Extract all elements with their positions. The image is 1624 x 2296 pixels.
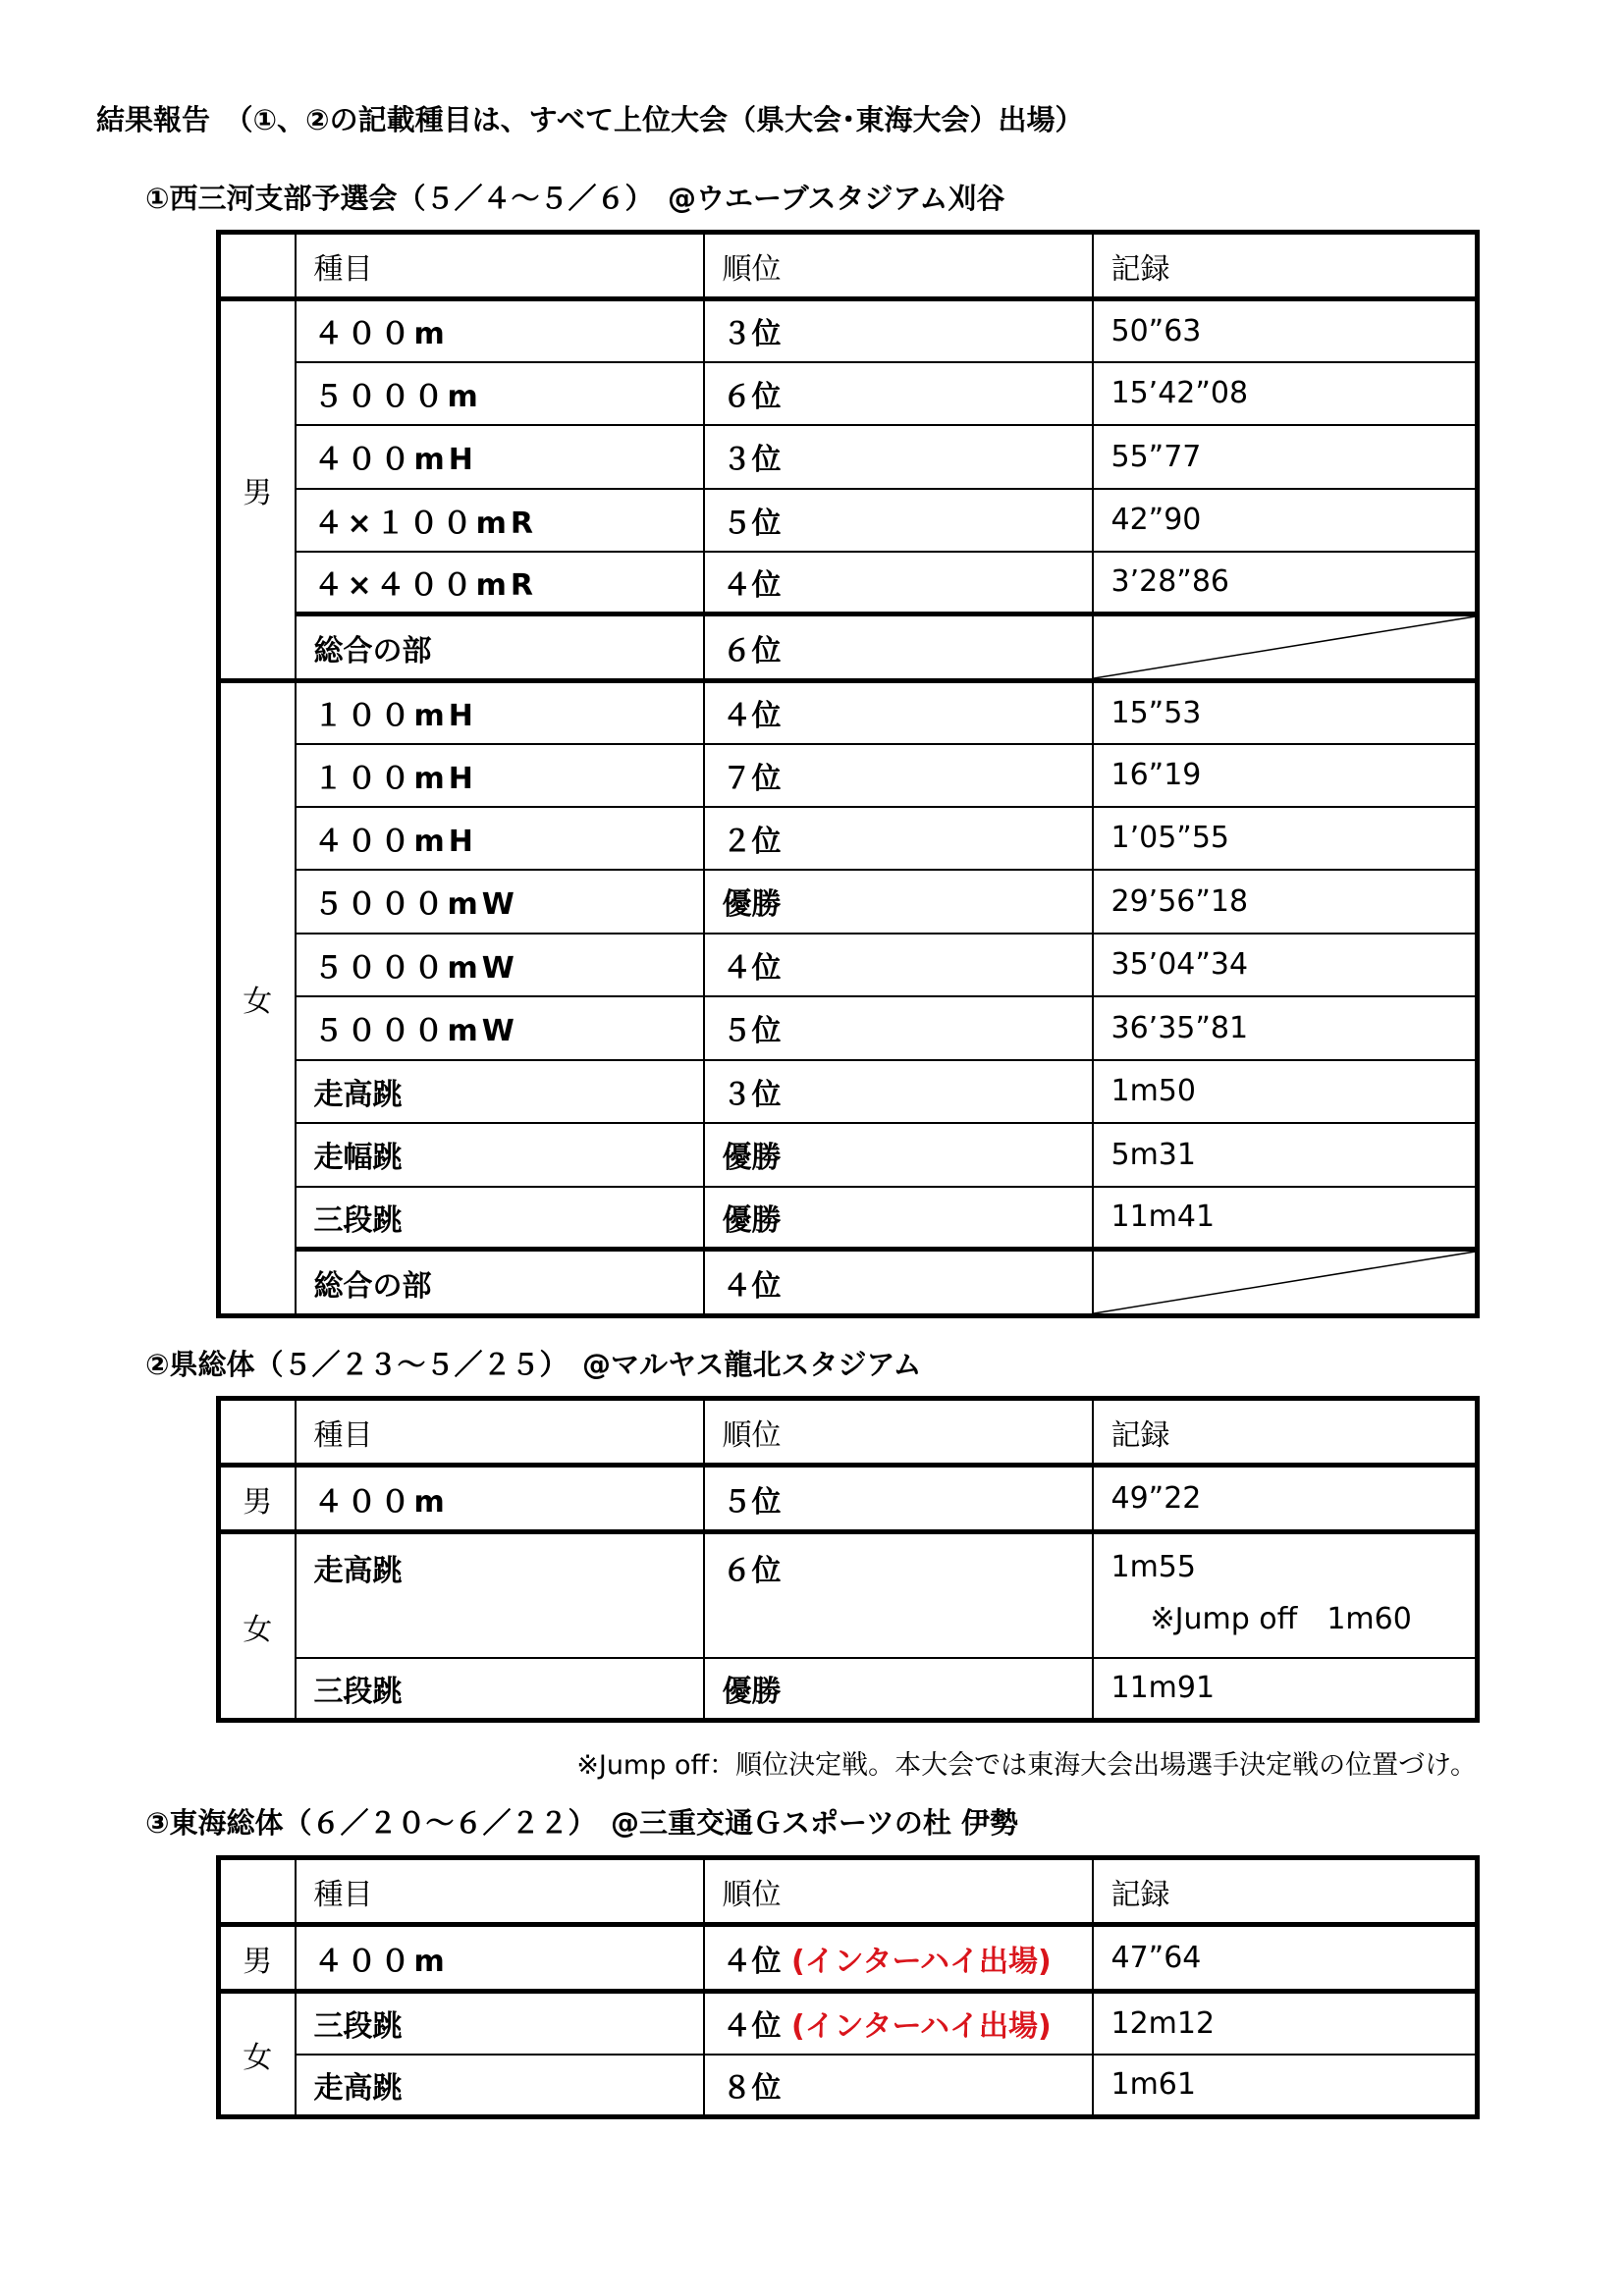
- table-row: [219, 1187, 1478, 1250]
- record-cell: 47”64: [1093, 1925, 1478, 1992]
- table-row: [219, 934, 1478, 996]
- table-row: [219, 425, 1478, 489]
- record-cell: 11m41: [1093, 1187, 1478, 1250]
- event-cell: ４×４００mR: [296, 552, 704, 614]
- table-header-row: [219, 1399, 1478, 1466]
- header-rank: 順位: [704, 1399, 1093, 1466]
- event-cell: 三段跳: [296, 1187, 704, 1250]
- event-cell: 走高跳: [296, 2055, 704, 2117]
- women-label: 女: [219, 1532, 296, 1721]
- record-cell: 3’28”86: [1093, 552, 1478, 614]
- rank-cell: ５位: [704, 1466, 1093, 1532]
- header-rank: 順位: [704, 1858, 1093, 1925]
- event-cell: ４００mH: [296, 425, 704, 489]
- table-row: [219, 996, 1478, 1060]
- event-cell: ４×１００mR: [296, 489, 704, 552]
- interhigh-note: (インターハイ出場): [790, 2009, 1052, 2045]
- table-row: [219, 362, 1478, 425]
- rank-value: ４位: [722, 1944, 782, 1979]
- rank-cell: ７位: [704, 744, 1093, 807]
- results-table-1: [216, 230, 1480, 1318]
- record-cell: 12m12: [1093, 1992, 1478, 2055]
- rank-cell: 優勝: [704, 870, 1093, 934]
- event-cell: １００mH: [296, 744, 704, 807]
- results-table-3: [216, 1855, 1480, 2119]
- table-row: [219, 1060, 1478, 1123]
- event-cell: ４００mH: [296, 807, 704, 870]
- rank-cell: ４位: [704, 681, 1093, 744]
- section-2-title: ②県総体（５／２３～５／２５） @マルヤス龍北スタジアム: [145, 1348, 922, 1381]
- rank-cell: ８位: [704, 2055, 1093, 2117]
- header-event: 種目: [296, 1399, 704, 1466]
- table-row-total: [219, 1250, 1478, 1316]
- header-blank: [219, 1858, 296, 1925]
- rank-cell: ６位: [704, 614, 1093, 681]
- table-row-total: [219, 614, 1478, 681]
- event-cell: ４００m: [296, 1925, 704, 1992]
- header-event: 種目: [296, 1858, 704, 1925]
- record-cell: 1m50: [1093, 1060, 1478, 1123]
- rank-value: ４位: [722, 2009, 782, 2045]
- record-cell: 55”77: [1093, 425, 1478, 489]
- record-cell: 35’04”34: [1093, 934, 1478, 996]
- record-cell: 15’42”08: [1093, 362, 1478, 425]
- rank-cell: [704, 1925, 1093, 1992]
- diagonal-slash: [1094, 1252, 1476, 1313]
- rank-cell: 優勝: [704, 1658, 1093, 1721]
- event-cell: 走幅跳: [296, 1123, 704, 1187]
- table-row: [219, 807, 1478, 870]
- rank-cell: ６位: [704, 1532, 1093, 1658]
- record-cell: 42”90: [1093, 489, 1478, 552]
- header-rank: 順位: [704, 233, 1093, 299]
- men-label: 男: [219, 1466, 296, 1532]
- record-cell: [1093, 1532, 1478, 1658]
- women-label: 女: [219, 681, 296, 1316]
- record-cell: 29’56”18: [1093, 870, 1478, 934]
- record-cell: 49”22: [1093, 1466, 1478, 1532]
- event-cell: 走高跳: [296, 1532, 704, 1658]
- event-cell: 三段跳: [296, 1658, 704, 1721]
- table-row: [219, 2055, 1478, 2117]
- page-title: 結果報告 （①、②の記載種目は、すべて上位大会（県大会･東海大会）出場）: [96, 103, 1084, 136]
- event-cell: 総合の部: [296, 614, 704, 681]
- rank-cell: ４位: [704, 552, 1093, 614]
- jump-off-note: ※Jump off 1m60: [1150, 1602, 1412, 1636]
- table-row: [219, 744, 1478, 807]
- event-cell: 三段跳: [296, 1992, 704, 2055]
- interhigh-note: (インターハイ出場): [790, 1944, 1052, 1979]
- rank-cell: ３位: [704, 425, 1093, 489]
- record-cell: 5m31: [1093, 1123, 1478, 1187]
- event-cell: ５０００mW: [296, 870, 704, 934]
- record-cell: 11m91: [1093, 1658, 1478, 1721]
- event-cell: 走高跳: [296, 1060, 704, 1123]
- record-cell: 15”53: [1093, 681, 1478, 744]
- event-cell: ５０００mW: [296, 934, 704, 996]
- record-cell: 1m61: [1093, 2055, 1478, 2117]
- header-event: 種目: [296, 233, 704, 299]
- record-cell: 36’35”81: [1093, 996, 1478, 1060]
- section-3-title: ③東海総体（６／２０～６／２２） @三重交通Ｇスポーツの杜 伊勢: [145, 1806, 1018, 1840]
- men-label: 男: [219, 1925, 296, 1992]
- table-header-row: [219, 1858, 1478, 1925]
- header-record: 記録: [1093, 233, 1478, 299]
- rank-cell: ５位: [704, 996, 1093, 1060]
- header-record: 記録: [1093, 1399, 1478, 1466]
- record-cell-empty: [1093, 614, 1478, 681]
- rank-cell: ５位: [704, 489, 1093, 552]
- record-cell: 50”63: [1093, 299, 1478, 362]
- table-row: [219, 681, 1478, 744]
- rank-cell: ２位: [704, 807, 1093, 870]
- table-row: [219, 1532, 1478, 1658]
- table-header-row: [219, 233, 1478, 299]
- diagonal-slash: [1094, 616, 1476, 678]
- record-cell: 1’05”55: [1093, 807, 1478, 870]
- event-cell: 総合の部: [296, 1250, 704, 1316]
- table-row: [219, 1992, 1478, 2055]
- table-row: [219, 1658, 1478, 1721]
- men-label: 男: [219, 299, 296, 681]
- table-row: [219, 299, 1478, 362]
- event-cell: ４００m: [296, 299, 704, 362]
- table-row: [219, 870, 1478, 934]
- event-cell: ５０００mW: [296, 996, 704, 1060]
- header-blank: [219, 1399, 296, 1466]
- table-row: [219, 1925, 1478, 1992]
- event-cell: ４００m: [296, 1466, 704, 1532]
- record-cell: 16”19: [1093, 744, 1478, 807]
- rank-cell: 優勝: [704, 1123, 1093, 1187]
- rank-cell: ４位: [704, 1250, 1093, 1316]
- header-record: 記録: [1093, 1858, 1478, 1925]
- record-cell-empty: [1093, 1250, 1478, 1316]
- women-label: 女: [219, 1992, 296, 2117]
- table-row: [219, 489, 1478, 552]
- table-row: [219, 1123, 1478, 1187]
- rank-cell: ３位: [704, 299, 1093, 362]
- rank-cell: [704, 1992, 1093, 2055]
- rank-cell: ６位: [704, 362, 1093, 425]
- record-value: 1m55: [1110, 1550, 1196, 1584]
- event-cell: ５０００m: [296, 362, 704, 425]
- results-table-2: [216, 1396, 1480, 1723]
- event-cell: １００mH: [296, 681, 704, 744]
- jump-off-footnote: ※Jump off：順位決定戦。本大会では東海大会出場選手決定戦の位置づけ。: [576, 1750, 1477, 1781]
- rank-cell: ４位: [704, 934, 1093, 996]
- rank-cell: ３位: [704, 1060, 1093, 1123]
- header-blank: [219, 233, 296, 299]
- table-row: [219, 1466, 1478, 1532]
- rank-cell: 優勝: [704, 1187, 1093, 1250]
- section-1-title: ①西三河支部予選会（５／４～５／６） @ウエーブスタジアム刈谷: [145, 182, 1005, 215]
- table-row: [219, 552, 1478, 614]
